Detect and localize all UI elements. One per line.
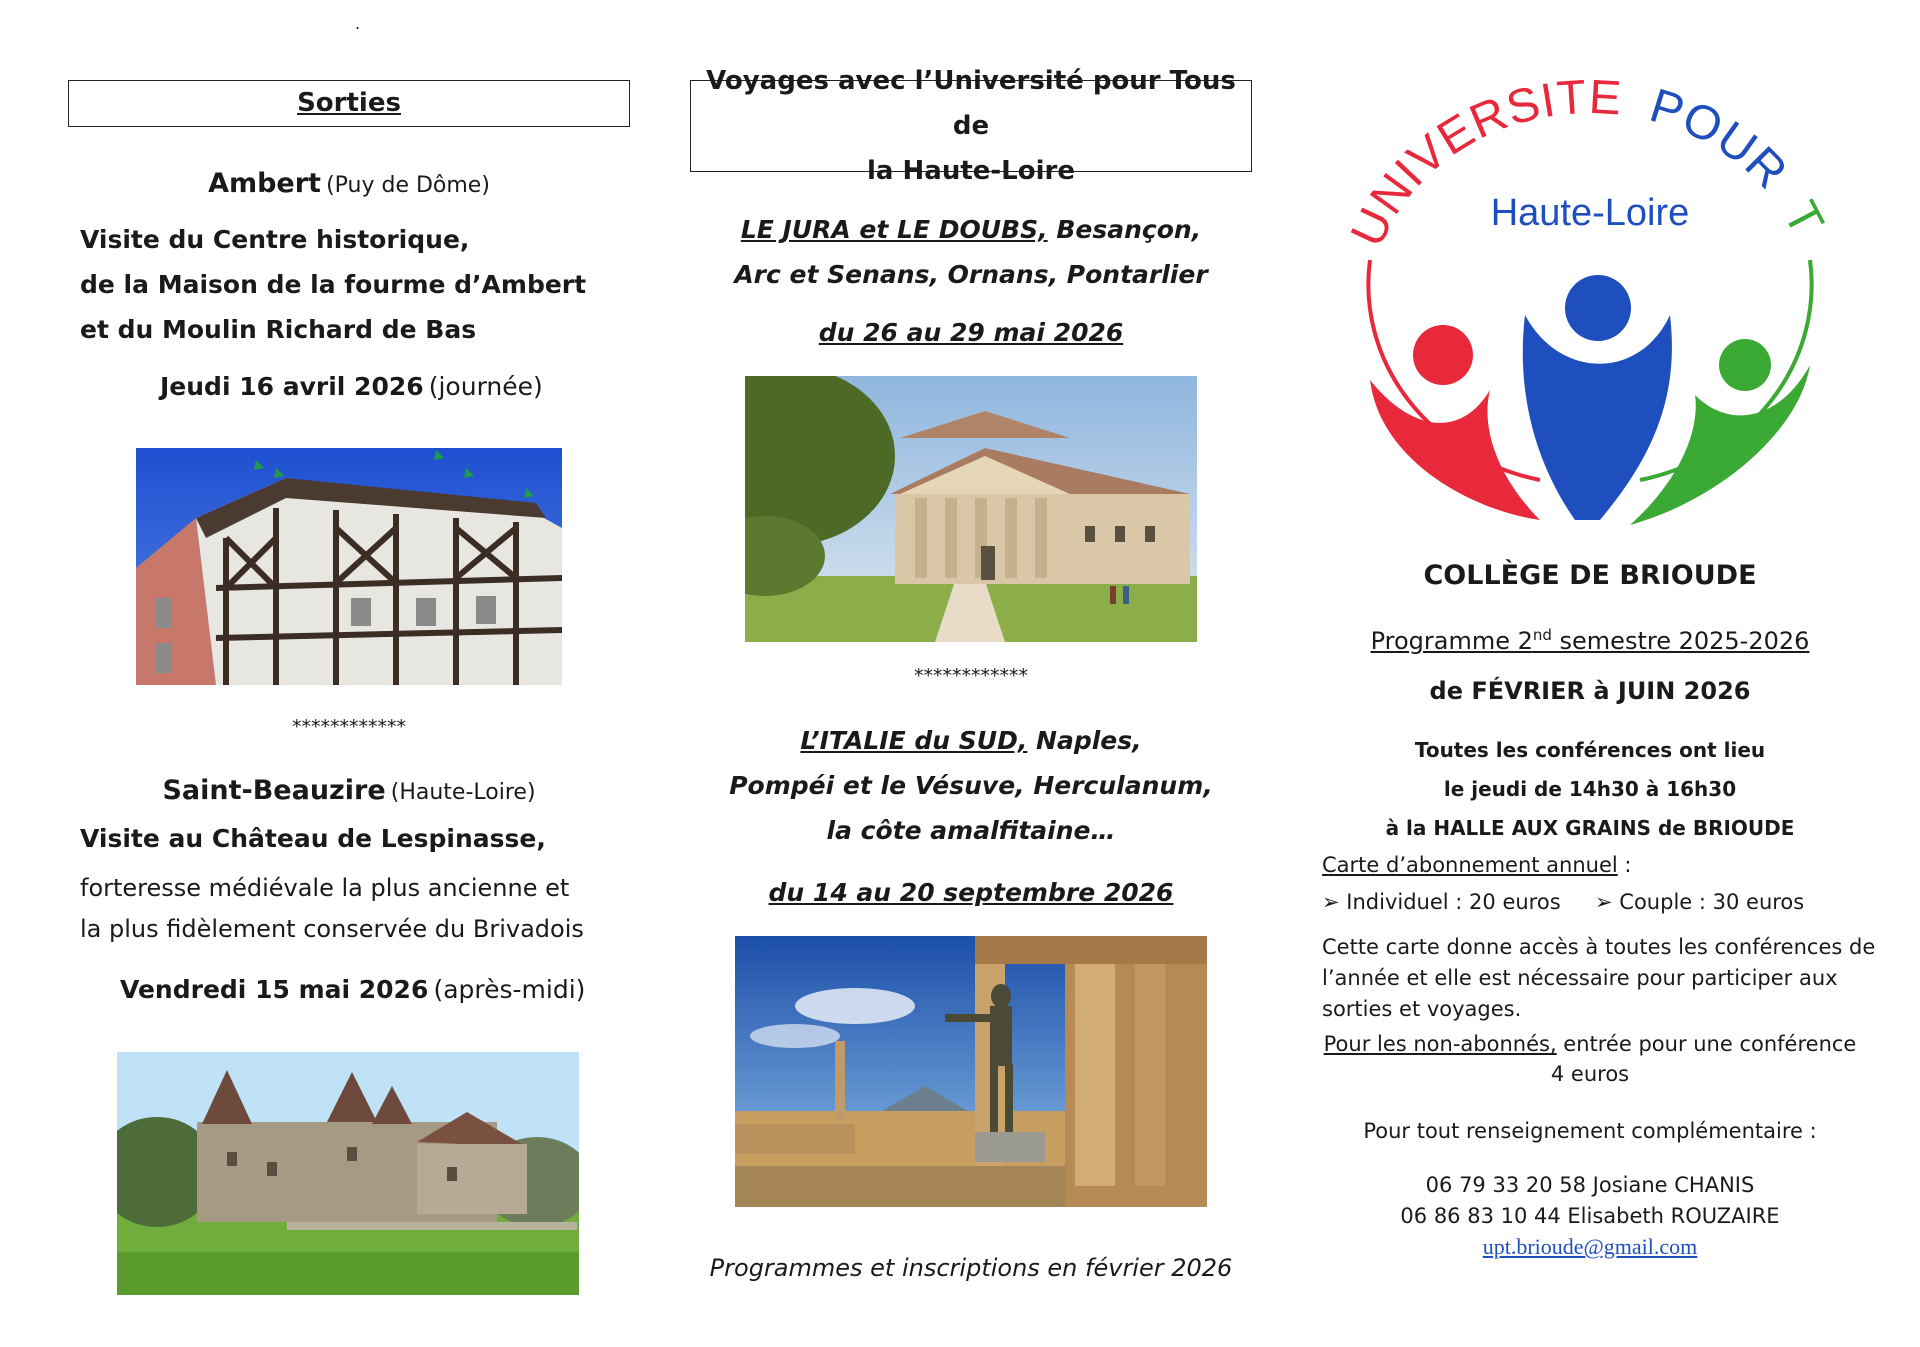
ambert-date-note: (journée)	[428, 372, 543, 401]
contact-rouzaire: 06 86 83 10 44 Elisabeth ROUZAIRE	[1400, 1204, 1780, 1228]
access-line-2: l’année et elle est nécessaire pour participer aux	[1322, 966, 1838, 990]
ambert-line-3: et du Moulin Richard de Bas	[80, 315, 477, 344]
ambert-description	[80, 217, 586, 352]
ambert-date: Jeudi 16 avril 2026	[160, 372, 424, 401]
italie-dates: du 14 au 20 septembre 2026	[768, 878, 1174, 907]
tarif-individuel	[1322, 890, 1561, 914]
college-title: COLLÈGE DE BRIOUDE	[1423, 560, 1757, 591]
beauzire-place: Saint-Beauzire	[162, 775, 386, 806]
logo-blue-figure-body	[1523, 315, 1672, 520]
beauzire-line-1: forteresse médiévale la plus ancienne et	[80, 874, 570, 902]
italie-title-underlined: L’ITALIE du SUD,	[800, 726, 1028, 755]
logo-red-figure-body	[1370, 380, 1540, 520]
sorties-heading: Sorties	[297, 88, 401, 118]
access-line-3: sorties et voyages.	[1322, 997, 1522, 1021]
beauzire-line-2: la plus fidèlement conservée du Brivadois	[80, 915, 584, 943]
info-line-1: Toutes les conférences ont lieu	[1414, 738, 1766, 762]
ambert-region: (Puy de Dôme)	[326, 173, 490, 198]
logo-blue-figure-head	[1565, 275, 1631, 341]
jura-title-rest: Besançon,	[1047, 215, 1202, 244]
period: de FÉVRIER à JUIN 2026	[1429, 677, 1751, 705]
logo-word-universite: UNIVERSITE	[1341, 80, 1624, 255]
jura-title-underlined: LE JURA et LE DOUBS,	[740, 215, 1048, 244]
ambert-place: Ambert	[208, 168, 321, 199]
info-line-3: à la HALLE AUX GRAINS de BRIOUDE	[1385, 816, 1795, 840]
non-abonnes-line	[1310, 1032, 1870, 1056]
programme-sup: nd	[1532, 626, 1552, 644]
beauzire-region: (Haute-Loire)	[390, 780, 536, 805]
access-text	[1322, 932, 1875, 1025]
card-label-line	[1322, 853, 1632, 877]
email-link[interactable]: upt.brioude@gmail.com	[1482, 1234, 1698, 1259]
logo-subtitle: Haute-Loire	[1490, 192, 1690, 234]
voyages-heading-line-1: Voyages avec l’Université pour Tous de	[706, 65, 1236, 141]
arrow-icon: ➢	[1322, 890, 1340, 914]
programme-part-b: semestre 2025-2026	[1551, 627, 1810, 655]
jura-title	[690, 207, 1252, 297]
card-colon: :	[1617, 853, 1632, 877]
non-abonnes-price: 4 euros	[1550, 1062, 1630, 1086]
chateau-photo	[117, 1052, 579, 1295]
ambert-date-line	[160, 372, 543, 401]
voyages-heading-line-2: la Haute-Loire	[867, 155, 1075, 186]
upt-logo	[1340, 80, 1840, 540]
italie-title-rest: Naples,	[1027, 726, 1142, 755]
voyages-footer: Programmes et inscriptions en février 2026	[709, 1254, 1233, 1282]
beauzire-line-bold: Visite au Château de Lespinasse,	[80, 824, 546, 853]
voyages-separator: ************	[914, 665, 1028, 687]
beauzire-date-line	[120, 975, 585, 1004]
italie-line-3: la côte amalfitaine…	[826, 816, 1116, 845]
tarif-couple	[1595, 890, 1804, 914]
renseignement: Pour tout renseignement complémentaire :	[1363, 1119, 1817, 1143]
sorties-heading-box	[68, 80, 630, 127]
beauzire-title	[68, 775, 630, 806]
ambert-photo	[136, 448, 562, 685]
stray-dot: .	[355, 14, 361, 33]
access-line-1: Cette carte donne accès à toutes les conférences de	[1322, 935, 1876, 959]
contact-chanis: 06 79 33 20 58 Josiane CHANIS	[1425, 1173, 1755, 1197]
saline-photo	[745, 376, 1197, 642]
jura-dates: du 26 au 29 mai 2026	[818, 318, 1124, 347]
non-abonnes-label: Pour les non-abonnés,	[1323, 1032, 1557, 1056]
info-block	[1310, 731, 1870, 848]
programme-line	[1310, 626, 1870, 655]
tarif-individuel-text: Individuel : 20 euros	[1346, 890, 1561, 914]
logo-red-figure-head	[1413, 325, 1473, 385]
jura-line-2: Arc et Senans, Ornans, Pontarlier	[734, 260, 1208, 289]
ambert-title	[68, 168, 630, 199]
sorties-separator: ************	[292, 716, 406, 738]
card-label: Carte d’abonnement annuel	[1322, 853, 1618, 877]
beauzire-date: Vendredi 15 mai 2026	[120, 975, 429, 1004]
ambert-line-2: de la Maison de la fourme d’Ambert	[80, 270, 587, 299]
pompei-photo	[735, 936, 1207, 1207]
logo-word-tous: T	[1772, 193, 1834, 244]
logo-green-figure-head	[1719, 339, 1771, 391]
email-line	[1310, 1234, 1870, 1260]
arrow-icon: ➢	[1595, 890, 1613, 914]
beauzire-date-note: (après-midi)	[433, 975, 586, 1004]
italie-title	[690, 718, 1252, 853]
info-line-2: le jeudi de 14h30 à 16h30	[1443, 777, 1737, 801]
ambert-line-1: Visite du Centre historique,	[80, 225, 470, 254]
programme-part-a: Programme 2	[1370, 627, 1533, 655]
beauzire-description	[80, 868, 584, 950]
logo-word-pour: POUR	[1643, 80, 1798, 200]
italie-line-2: Pompéi et le Vésuve, Herculanum,	[729, 771, 1213, 800]
non-abonnes-text: entrée pour une conférence	[1556, 1032, 1857, 1056]
tarif-couple-text: Couple : 30 euros	[1619, 890, 1805, 914]
voyages-heading-box	[690, 65, 1252, 186]
